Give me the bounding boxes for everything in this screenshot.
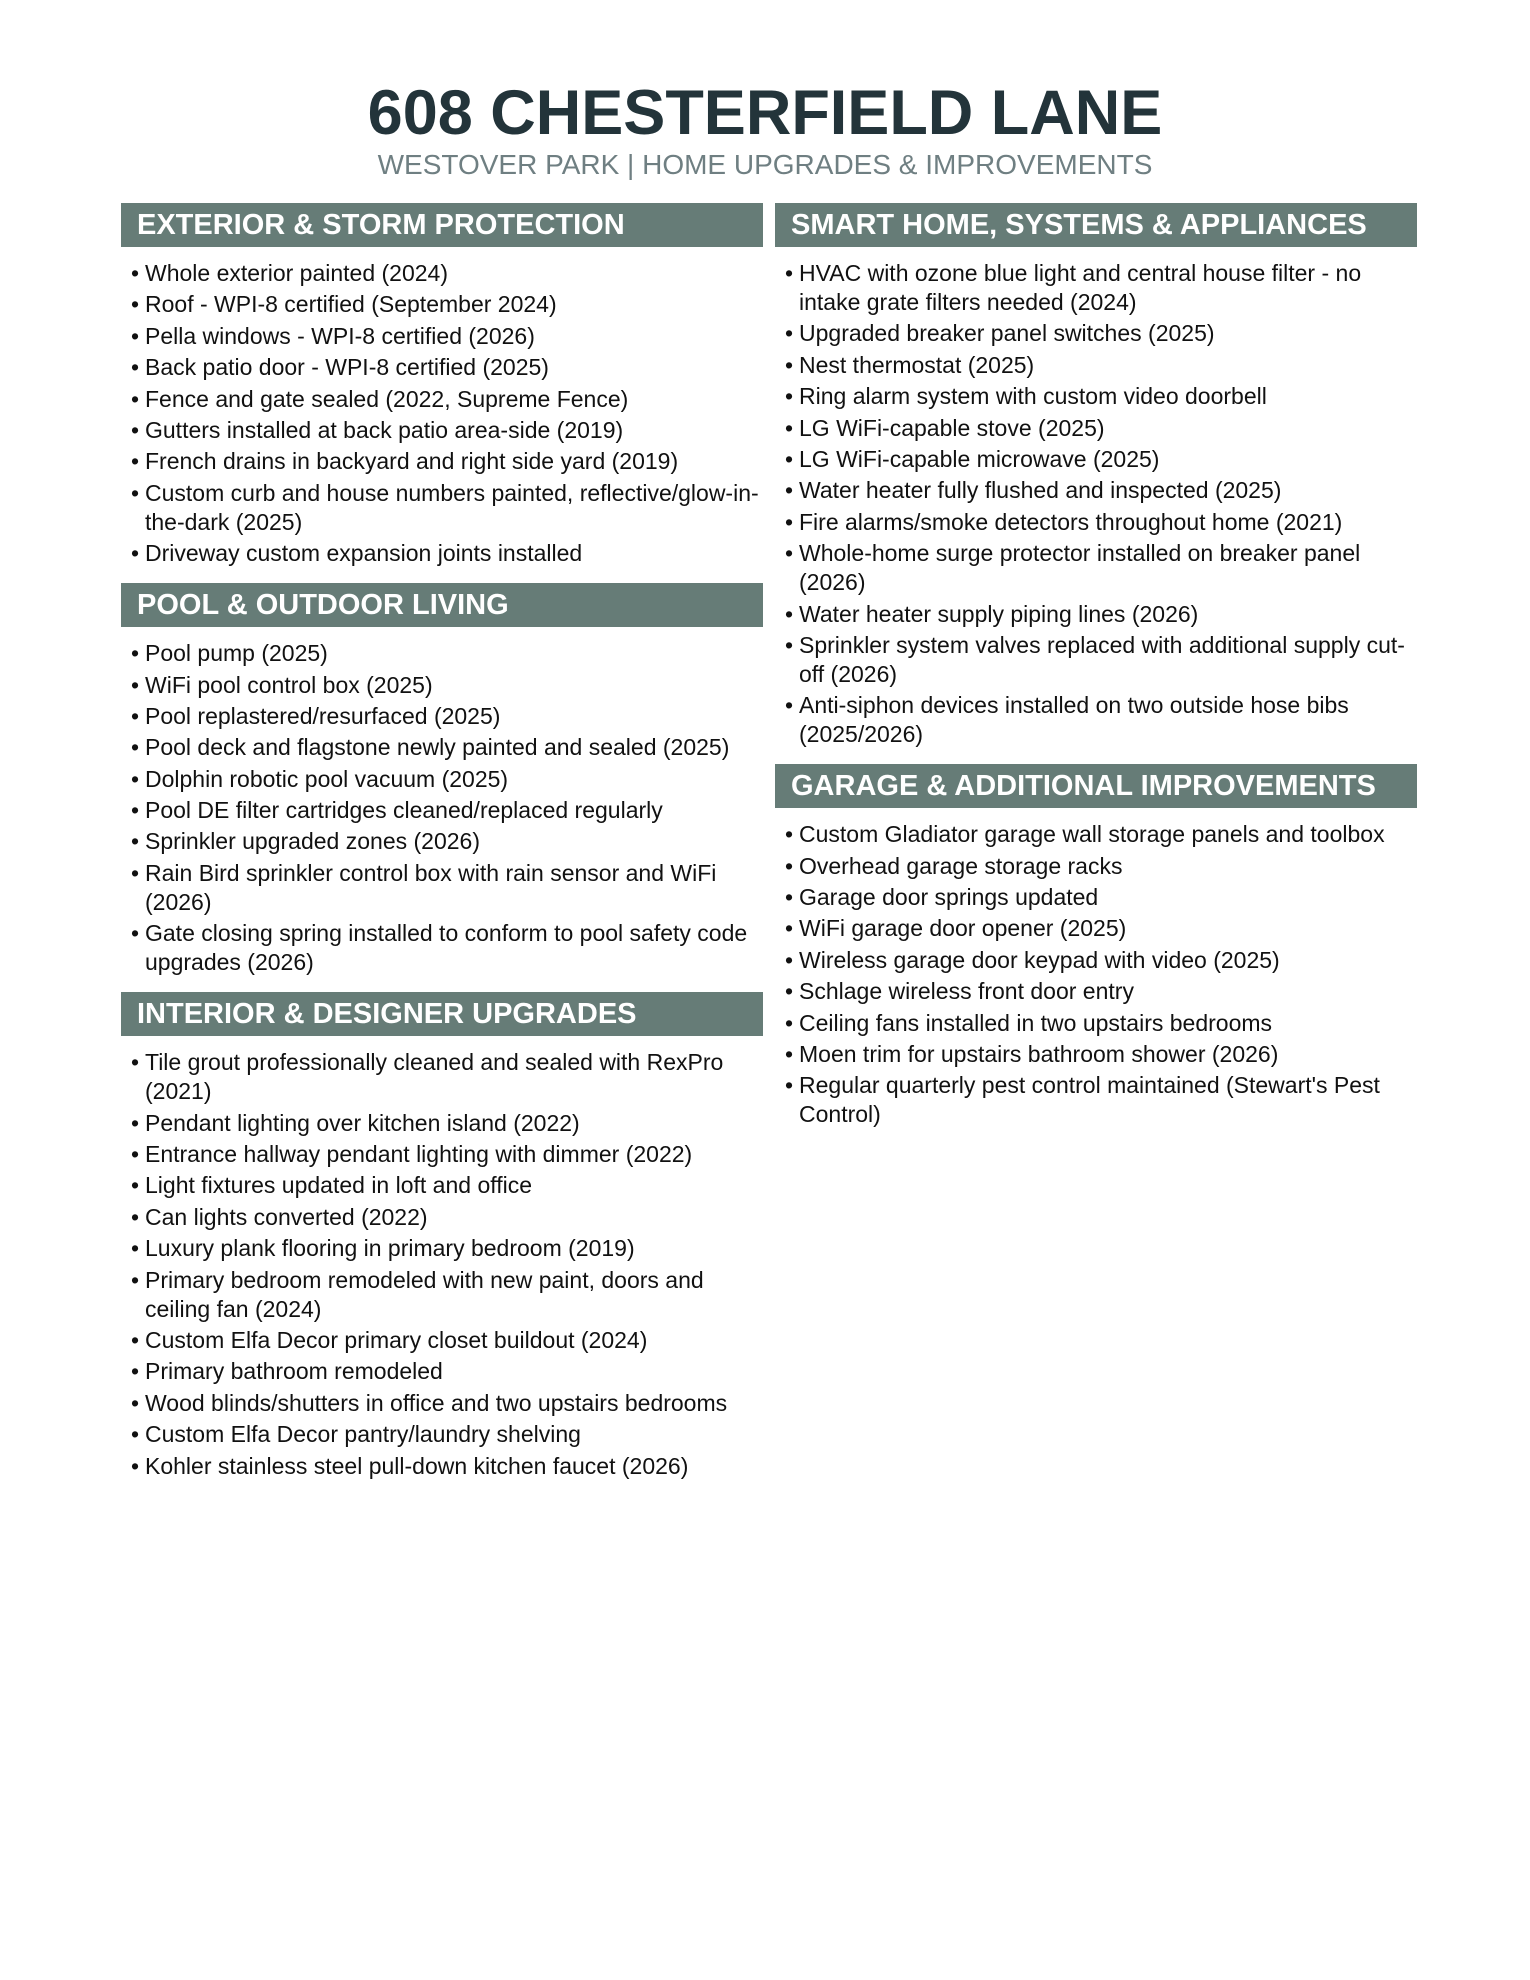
- left-column: [121, 203, 763, 1496]
- list-item: • Back patio door - WPI-8 certified (2025): [131, 353, 763, 382]
- section-interior-and-designer-upgrades: [121, 992, 763, 1480]
- list-item: • Primary bathroom remodeled: [131, 1357, 763, 1386]
- list-item: • Pool pump (2025): [131, 639, 763, 668]
- section-smart-home-systems-and-appliances: [775, 203, 1417, 749]
- section-heading: SMART HOME, SYSTEMS & APPLIANCES: [775, 203, 1417, 247]
- list-item: • Upgraded breaker panel switches (2025): [785, 319, 1417, 348]
- list-item: • Ring alarm system with custom video doorbell: [785, 382, 1417, 411]
- section-pool-and-outdoor-living: [121, 583, 763, 977]
- page-title: 608 CHESTERFIELD LANE: [367, 78, 1163, 148]
- document-header: [0, 78, 1530, 182]
- section-heading: GARAGE & ADDITIONAL IMPROVEMENTS: [775, 764, 1417, 808]
- list-item: • WiFi pool control box (2025): [131, 671, 763, 700]
- list-item: • Water heater fully flushed and inspected (2025): [785, 476, 1417, 505]
- section-heading: EXTERIOR & STORM PROTECTION: [121, 203, 763, 247]
- list-item: • Wood blinds/shutters in office and two upstairs bedrooms: [131, 1389, 763, 1418]
- list-item: • Custom Gladiator garage wall storage panels and toolbox: [785, 820, 1417, 849]
- right-column: [775, 203, 1417, 1144]
- section-exterior-and-storm-protection: [121, 203, 763, 568]
- section-item-list: [121, 1036, 763, 1480]
- list-item: • Dolphin robotic pool vacuum (2025): [131, 765, 763, 794]
- list-item: • Anti-siphon devices installed on two outside hose bibs (2025/2026): [785, 691, 1417, 749]
- list-item: • Water heater supply piping lines (2026): [785, 600, 1417, 629]
- list-item: • Whole exterior painted (2024): [131, 259, 763, 288]
- page-subtitle: WESTOVER PARK | HOME UPGRADES & IMPROVEMENTS: [377, 149, 1153, 180]
- list-item: • French drains in backyard and right side yard (2019): [131, 447, 763, 476]
- list-item: • LG WiFi-capable stove (2025): [785, 414, 1417, 443]
- section-item-list: [121, 627, 763, 977]
- section-item-list: [775, 247, 1417, 749]
- list-item: • Ceiling fans installed in two upstairs bedrooms: [785, 1009, 1417, 1038]
- list-item: • Custom curb and house numbers painted, reflective/glow-in-the-dark (2025): [131, 479, 763, 537]
- list-item: • Driveway custom expansion joints installed: [131, 539, 763, 568]
- list-item: • Roof - WPI-8 certified (September 2024): [131, 290, 763, 319]
- list-item: • Entrance hallway pendant lighting with dimmer (2022): [131, 1140, 763, 1169]
- list-item: • Pool replastered/resurfaced (2025): [131, 702, 763, 731]
- list-item: • WiFi garage door opener (2025): [785, 914, 1417, 943]
- list-item: • Light fixtures updated in loft and office: [131, 1171, 763, 1200]
- list-item: • Pool deck and flagstone newly painted and sealed (2025): [131, 733, 763, 762]
- section-item-list: [121, 247, 763, 568]
- list-item: • Custom Elfa Decor primary closet buildout (2024): [131, 1326, 763, 1355]
- list-item: • Rain Bird sprinkler control box with rain sensor and WiFi (2026): [131, 859, 763, 917]
- section-heading: POOL & OUTDOOR LIVING: [121, 583, 763, 627]
- section-heading: INTERIOR & DESIGNER UPGRADES: [121, 992, 763, 1036]
- list-item: • Wireless garage door keypad with video (2025): [785, 946, 1417, 975]
- list-item: • Sprinkler system valves replaced with additional supply cut-off (2026): [785, 631, 1417, 689]
- section-item-list: [775, 808, 1417, 1129]
- list-item: • LG WiFi-capable microwave (2025): [785, 445, 1417, 474]
- list-item: • Moen trim for upstairs bathroom shower (2026): [785, 1040, 1417, 1069]
- list-item: • Nest thermostat (2025): [785, 351, 1417, 380]
- list-item: • Gate closing spring installed to conform to pool safety code upgrades (2026): [131, 919, 763, 977]
- list-item: • Custom Elfa Decor pantry/laundry shelving: [131, 1420, 763, 1449]
- list-item: • Overhead garage storage racks: [785, 852, 1417, 881]
- list-item: • Whole-home surge protector installed on breaker panel (2026): [785, 539, 1417, 597]
- list-item: • Kohler stainless steel pull-down kitchen faucet (2026): [131, 1452, 763, 1481]
- list-item: • Pella windows - WPI-8 certified (2026): [131, 322, 763, 351]
- list-item: • Primary bedroom remodeled with new paint, doors and ceiling fan (2024): [131, 1266, 763, 1324]
- list-item: • Schlage wireless front door entry: [785, 977, 1417, 1006]
- list-item: • HVAC with ozone blue light and central house filter - no intake grate filters needed (2024): [785, 259, 1417, 317]
- list-item: • Garage door springs updated: [785, 883, 1417, 912]
- list-item: • Pool DE filter cartridges cleaned/replaced regularly: [131, 796, 763, 825]
- section-garage-and-additional-improvements: [775, 764, 1417, 1129]
- list-item: • Luxury plank flooring in primary bedroom (2019): [131, 1234, 763, 1263]
- list-item: • Pendant lighting over kitchen island (2022): [131, 1109, 763, 1138]
- list-item: • Sprinkler upgraded zones (2026): [131, 827, 763, 856]
- list-item: • Can lights converted (2022): [131, 1203, 763, 1232]
- list-item: • Tile grout professionally cleaned and sealed with RexPro (2021): [131, 1048, 763, 1106]
- list-item: • Gutters installed at back patio area-side (2019): [131, 416, 763, 445]
- list-item: • Fire alarms/smoke detectors throughout home (2021): [785, 508, 1417, 537]
- list-item: • Regular quarterly pest control maintained (Stewart's Pest Control): [785, 1071, 1417, 1129]
- list-item: • Fence and gate sealed (2022, Supreme Fence): [131, 385, 763, 414]
